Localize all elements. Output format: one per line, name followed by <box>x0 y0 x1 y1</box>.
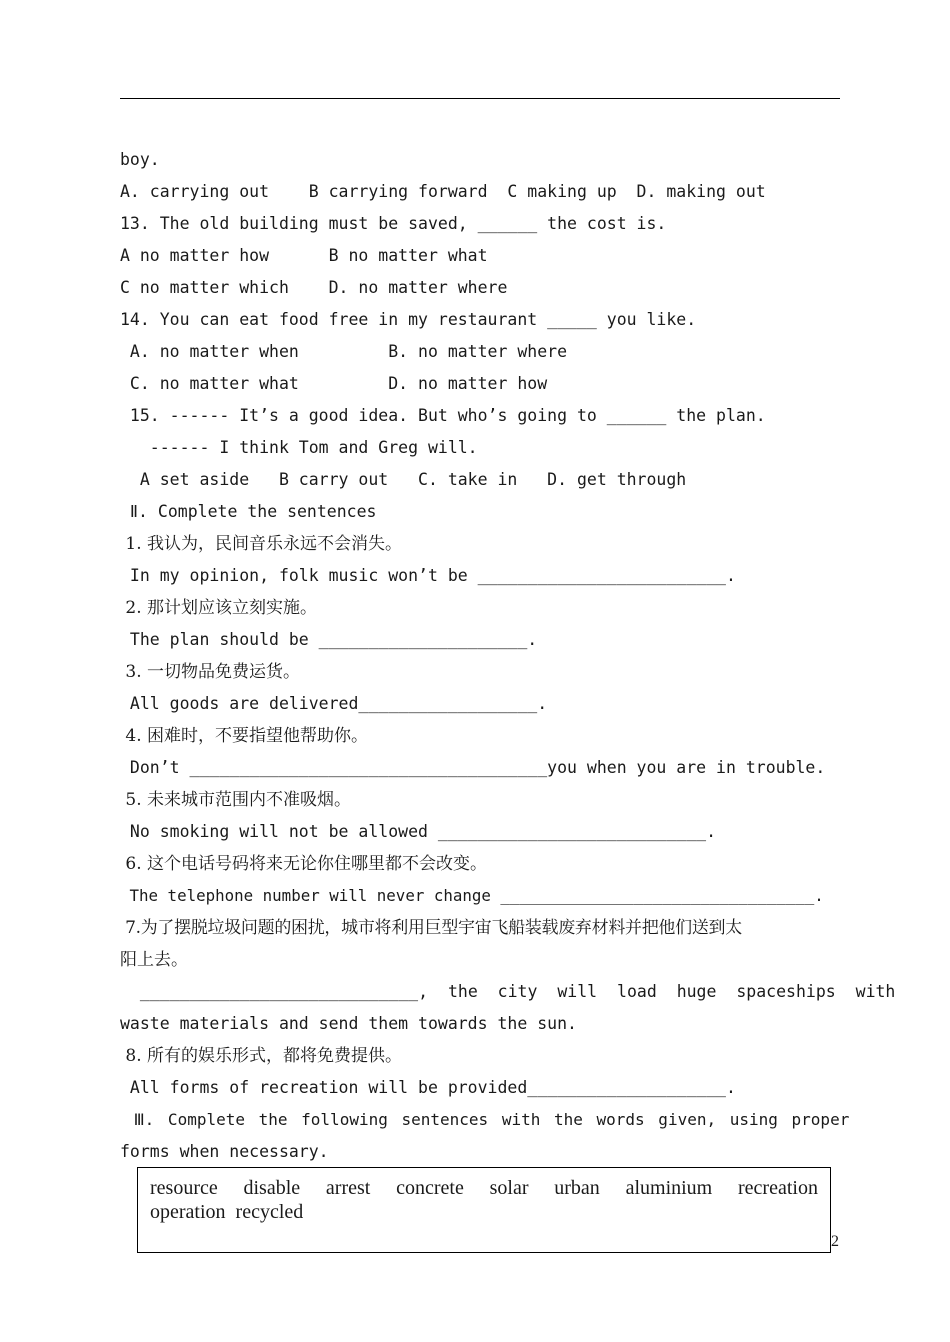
word-bank-item: urban <box>554 1177 600 1199</box>
chinese-prompt: 阳上去。 <box>120 950 188 970</box>
section-heading: Ⅲ. Complete the following sentences with the words given, using proper <box>120 1110 850 1129</box>
word-bank-box <box>137 1167 831 1253</box>
chinese-prompt: 2. 那计划应该立刻实施。 <box>120 598 318 618</box>
text-line: All forms of recreation will be provided____________________. <box>120 1078 736 1097</box>
word-bank-item: arrest <box>325 1177 371 1199</box>
text-line: forms when necessary. <box>120 1142 329 1161</box>
text-line: ____________________________, the city will load huge spaceships with <box>120 982 896 1001</box>
text-line: A no matter how B no matter what <box>120 246 488 265</box>
text-line: C. no matter what D. no matter how <box>120 374 548 393</box>
text-line: A. no matter when B. no matter where <box>120 342 568 361</box>
text-line: 13. The old building must be saved, ______ the cost is. <box>120 214 667 233</box>
word-bank-row <box>150 1176 818 1200</box>
word-bank-item: disable <box>243 1177 301 1199</box>
word-bank-item: resource <box>150 1177 218 1199</box>
text-line: 15. ------ It’s a good idea. But who’s going to ______ the plan. <box>120 406 766 425</box>
chinese-prompt: 6. 这个电话号码将来无论你住哪里都不会改变。 <box>120 854 488 874</box>
text-line: The telephone number will never change _________________________________. <box>120 886 824 905</box>
text-line: ------ I think Tom and Greg will. <box>120 438 478 457</box>
text-line: No smoking will not be allowed ___________________________. <box>120 822 717 841</box>
text-line: Don’t ____________________________________you when you are in trouble. <box>120 758 826 777</box>
word-bank-item: solar <box>489 1177 529 1199</box>
word-bank-item: aluminium <box>625 1177 713 1199</box>
page-number: 2 <box>831 1233 839 1250</box>
text-line: 14. You can eat food free in my restaurant _____ you like. <box>120 310 697 329</box>
word-bank-item: concrete <box>396 1177 464 1199</box>
text-line: C no matter which D. no matter where <box>120 278 508 297</box>
text-line: In my opinion, folk music won’t be _________________________. <box>120 566 736 585</box>
text-line: The plan should be _____________________. <box>120 630 538 649</box>
text-line: A. carrying out B carrying forward C making up D. making out <box>120 182 766 201</box>
section-heading: Ⅱ. Complete the sentences <box>120 502 377 521</box>
text-line: All goods are delivered__________________. <box>120 694 548 713</box>
text-line: A set aside B carry out C. take in D. get through <box>120 470 687 489</box>
word-bank-row: operation recycled <box>150 1201 304 1223</box>
chinese-prompt: 3. 一切物品免费运货。 <box>120 662 301 682</box>
chinese-prompt: 7.为了摆脱垃圾问题的困扰，城市将利用巨型宇宙飞船装载废弃材料并把他们送到太 <box>120 918 742 938</box>
chinese-prompt: 8. 所有的娱乐形式，都将免费提供。 <box>120 1046 403 1066</box>
text-line: waste materials and send them towards the sun. <box>120 1014 577 1033</box>
chinese-prompt: 5. 未来城市范围内不准吸烟。 <box>120 790 352 810</box>
header-rule <box>120 98 840 99</box>
word-bank-item: recreation <box>738 1177 818 1199</box>
text-line: boy. <box>120 150 160 169</box>
chinese-prompt: 4. 困难时，不要指望他帮助你。 <box>120 726 369 746</box>
chinese-prompt: 1. 我认为，民间音乐永远不会消失。 <box>120 534 403 554</box>
